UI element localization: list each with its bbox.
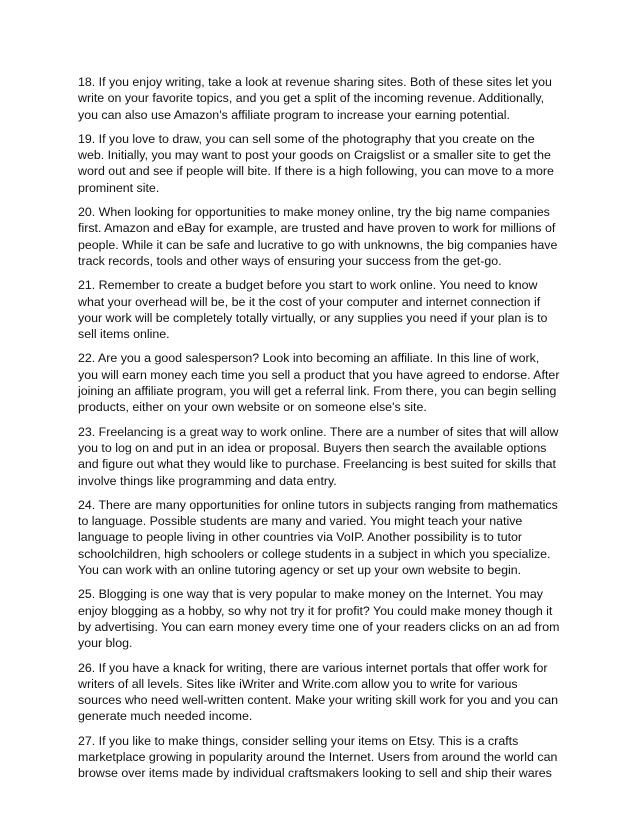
paragraph-22: 22. Are you a good salesperson? Look into becoming an affiliate. In this line of work, you will earn money each time you sell a product that you have agreed to endorse. After joining an affiliate program, you will get a referral link. From there, you can begin selling products, either on your own website or on someone else's site. bbox=[78, 351, 560, 415]
document-body bbox=[78, 74, 562, 790]
paragraph-21: 21. Remember to create a budget before you start to work online. You need to know what your overhead will be, be it the cost of your computer and internet connection if your work will be completely totally virtually, or any supplies you need if your plan is to sell items online. bbox=[78, 278, 548, 342]
paragraph-24: 24. There are many opportunities for online tutors in subjects ranging from mathematics to language. Possible students are many and varied. You might teach your native language to people living in other countries via VoIP. Another possibility is to tutor schoolchildren, high schoolers or college students in a subject in which you specialize. You can work with an online tutoring agency or set up your own website to begin. bbox=[78, 497, 558, 578]
paragraph-18: 18. If you enjoy writing, take a look at revenue sharing sites. Both of these sites let you write on your favorite topics, and you get a split of the incoming revenue. Additionally, you can also use Amazon's affiliate program to increase your earning potential. bbox=[78, 75, 552, 122]
paragraph-27: 27. If you like to make things, consider selling your items on Etsy. This is a crafts marketplace growing in popularity around the Internet. Users from around the world can browse over items made by individual craftsmakers looking to sell and ship their wares bbox=[78, 733, 558, 781]
paragraph-20: 20. When looking for opportunities to make money online, try the big name companies first. Amazon and eBay for example, are trusted and have proven to work for millions of people. While it can be safe and lucrative to go with unknowns, the big companies have track records, tools and other ways of ensuring your success from the get-go. bbox=[78, 205, 558, 268]
paragraph-25: 25. Blogging is one way that is very popular to make money on the Internet. You may enjoy blogging as a hobby, so why not try it for profit? You could make money though it by advertising. You can earn money every time one of your readers clicks on an ad from your blog. bbox=[78, 587, 560, 651]
paragraph-23: 23. Freelancing is a great way to work online. There are a number of sites that will allow you to log on and put in an idea or proposal. Buyers then search the available options and figure out what they would like to purchase. Freelancing is best suited for skills that involve things like programming and data entry. bbox=[78, 424, 559, 488]
paragraph-19: 19. If you love to draw, you can sell some of the photography that you create on the web. Initially, you may want to post your goods on Craigslist or a smaller site to get the word out and see if people will bite. If there is a high following, you can move to a more prominent site. bbox=[78, 131, 554, 195]
paragraph-26: 26. If you have a knack for writing, there are various internet portals that offer work for writers of all levels. Sites like iWriter and Write.com allow you to write for various sources who need well-written content. Make your writing skill work for you and you can generate much needed income. bbox=[78, 660, 559, 724]
